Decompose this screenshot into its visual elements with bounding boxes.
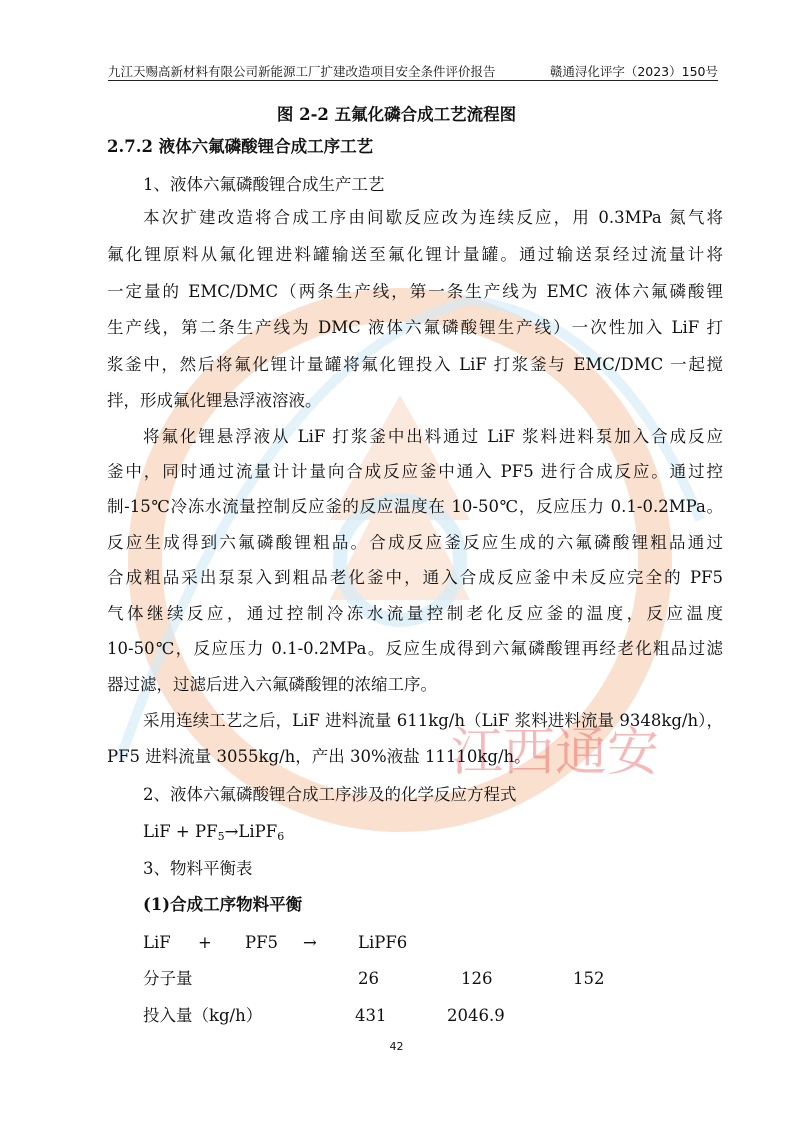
input-amount-value: 2046.9 [447,1006,505,1025]
reaction-term: → [303,933,317,952]
watermark-text: 江西通安 [450,724,660,782]
paragraph-line: 气体继续反应，通过控制冷冻水流量控制老化反应釜的温度，反应温度 [107,604,723,623]
reaction-term: LiF [143,933,171,952]
equation-subscript: 6 [277,830,285,843]
input-amount-value: 431 [355,1006,387,1025]
molecular-weight-value: 126 [461,969,493,988]
reaction-term: + [198,933,212,952]
page-header [108,60,718,80]
equation-product: →LiPF [224,822,278,841]
header-rule [108,80,718,81]
subheading-1: 1、液体六氟磷酸锂合成生产工艺 [143,175,385,194]
subheading-2: 2、液体六氟磷酸锂合成工序涉及的化学反应方程式 [143,785,517,804]
subheading-4: (1)合成工序物料平衡 [143,895,303,914]
molecular-weight-value: 152 [573,969,605,988]
paragraph-line: 反应生成得到六氟磷酸锂粗品。合成反应釜反应生成的六氟磷酸锂粗品通过 [107,533,723,552]
molecular-weight-value: 26 [358,969,379,988]
paragraph-line: 拌，形成氟化锂悬浮液溶液。 [107,391,322,410]
figure-caption: 图 2-2 五氟化磷合成工艺流程图 [276,105,517,124]
subheading-3: 3、物料平衡表 [143,859,253,878]
paragraph-line: 采用连续工艺之后，LiF 进料流量 611kg/h（LiF 浆料进料流量 9348kg/h）， [143,711,723,730]
paragraph-line: 釜中，同时通过流量计计量向合成反应釜中通入 PF5 进行合成反应。通过控 [107,462,723,481]
chemical-equation [143,822,284,847]
paragraph-line: 将氟化锂悬浮液从 LiF 打浆釜中出料通过 LiF 浆料进料泵加入合成反应 [143,427,723,446]
paragraph-line: 浆釜中，然后将氟化锂计量罐将氟化锂投入 LiF 打浆釜与 EMC/DMC 一起搅 [107,355,723,374]
paragraph-line: 制-15℃冷冻水流量控制反应釜的反应温度在 10-50℃，反应压力 0.1-0.2MPa。 [107,497,723,516]
paragraph-line: 器过滤，过滤后进入六氟磷酸锂的浓缩工序。 [107,675,437,694]
paragraph-line: PF5 进料流量 3055kg/h，产出 30%液盐 11110kg/h。 [107,747,531,766]
header-report-number: 赣通浔化评字（2023）150号 [549,64,718,79]
paragraph-line: 10-50℃，反应压力 0.1-0.2MPa。反应生成得到六氟磷酸锂再经老化粗品过滤 [107,639,723,658]
paragraph-line: 生产线，第二条生产线为 DMC 液体六氟磷酸锂生产线）一次性加入 LiF 打 [107,318,723,337]
paragraph-line: 氟化锂原料从氟化锂进料罐输送至氟化锂计量罐。通过输送泵经过流量计将 [107,245,723,264]
page-number: 42 [389,1040,404,1053]
header-report-title: 九江天赐高新材料有限公司新能源工厂扩建改造项目安全条件评价报告 [108,64,496,79]
input-amount-label: 投入量（kg/h） [143,1006,263,1025]
molecular-weight-label: 分子量 [143,969,193,988]
paragraph-line: 本次扩建改造将合成工序由间歇反应改为连续反应，用 0.3MPa 氮气将 [143,208,723,227]
paragraph-line: 合成粗品采出泵泵入到粗品老化釜中，通入合成反应釜中未反应完全的 PF5 [107,568,723,587]
equation-subscript: 5 [217,830,225,843]
equation-reactants: LiF + PF [143,822,218,841]
reaction-term: LiPF6 [358,933,408,952]
section-heading: 2.7.2 液体六氟磷酸锂合成工序工艺 [107,137,374,156]
paragraph-line: 一定量的 EMC/DMC（两条生产线，第一条生产线为 EMC 液体六氟磷酸锂 [107,282,723,301]
reaction-term: PF5 [245,933,279,952]
